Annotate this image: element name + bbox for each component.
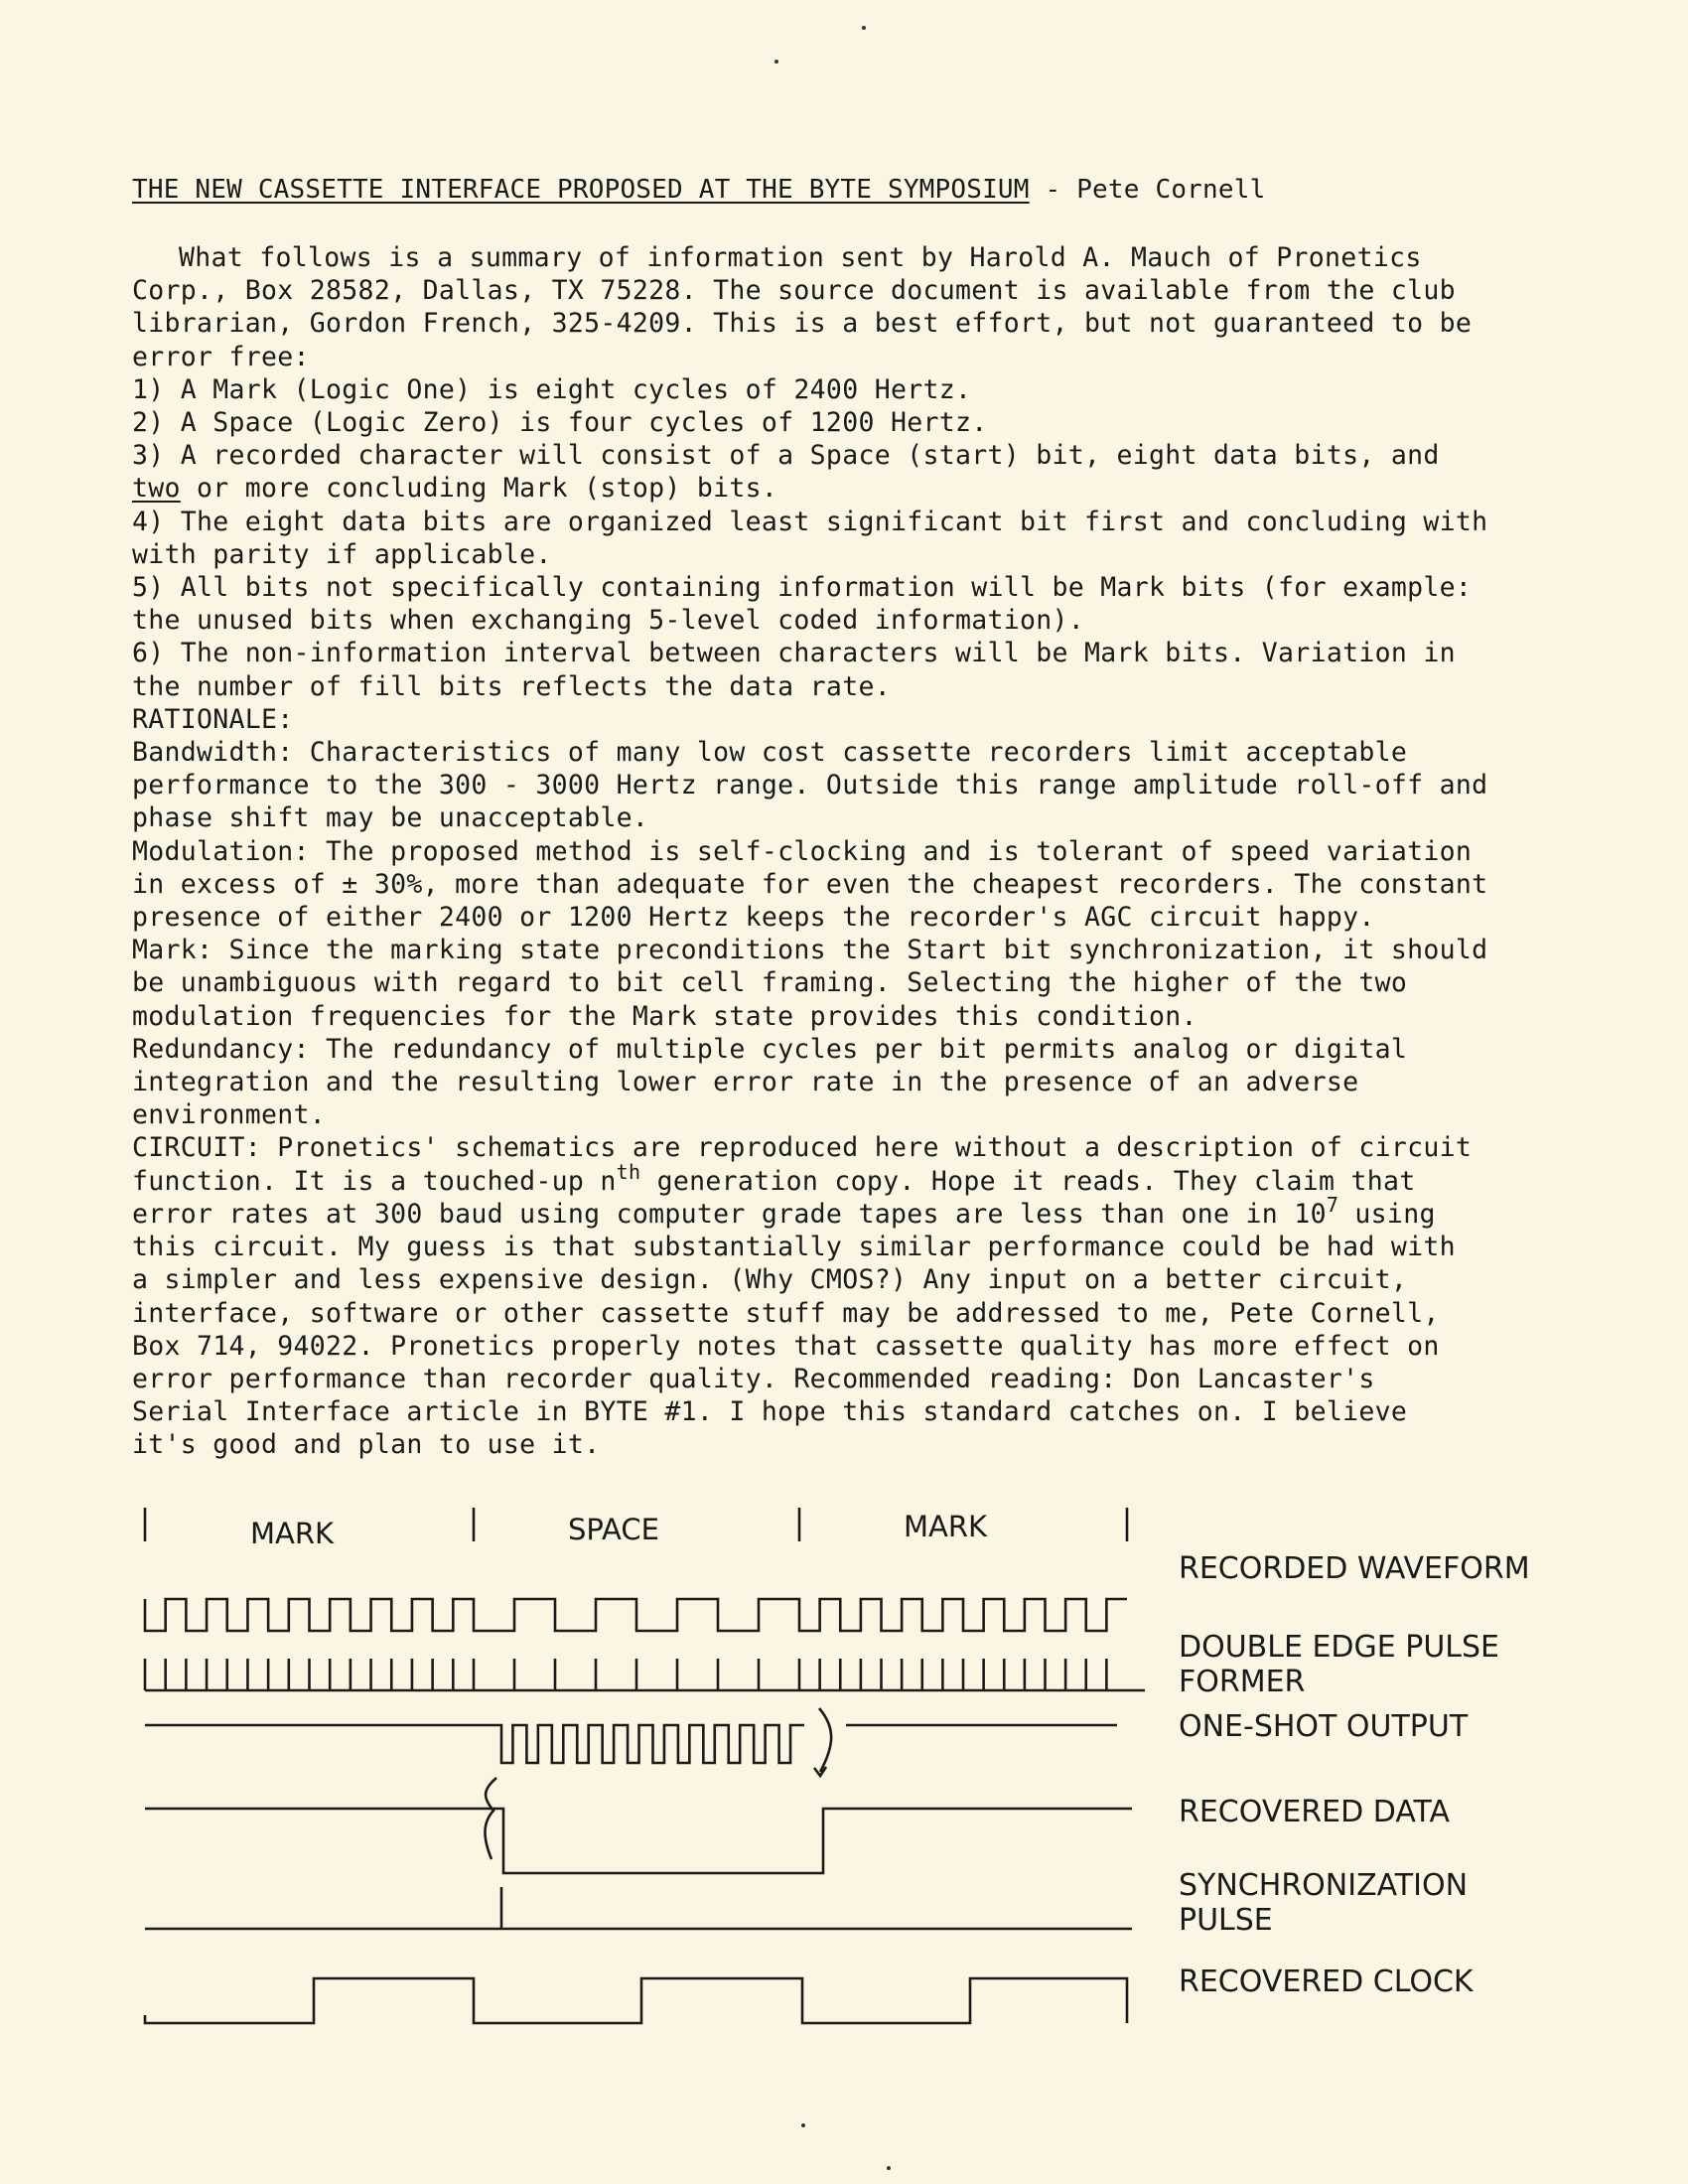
recorded-waveform: [145, 1599, 1127, 1631]
label-former: FORMER: [1179, 1665, 1306, 1699]
label-recovered-clock: RECOVERED CLOCK: [1179, 1965, 1474, 1999]
text-line: phase shift may be unacceptable.: [132, 802, 649, 834]
text-run: function. It is a touched-up n: [132, 1165, 617, 1197]
title-author: - Pete Cornell: [1029, 175, 1266, 205]
label-one-shot-output: ONE-SHOT OUTPUT: [1179, 1709, 1469, 1744]
speck: [801, 2123, 805, 2127]
synchronization-pulse: [145, 1887, 1132, 1929]
annotation-arrow: [819, 1708, 831, 1772]
text-line: Serial Interface article in BYTE #1. I hope this standard catches on. I believe: [132, 1396, 1408, 1428]
text-line: interface, software or other cassette stuff may be addressed to me, Pete Cornell,: [132, 1297, 1440, 1329]
speck: [887, 2166, 891, 2170]
text-line: Redundancy: The redundancy of multiple cycles per bit permits analog or digital: [132, 1033, 1408, 1065]
text-line: Box 714, 94022. Pronetics properly notes that cassette quality has more effect on: [132, 1330, 1440, 1362]
label-synchronization: SYNCHRONIZATION: [1179, 1868, 1469, 1903]
text-line: a simpler and less expensive design. (Why CMOS?) Any input on a better circuit,: [132, 1264, 1408, 1296]
section-heading: RATIONALE:: [132, 703, 294, 735]
label-pulse: PULSE: [1179, 1903, 1273, 1938]
text-line: 4) The eight data bits are organized least significant bit first and concluding with: [132, 506, 1488, 537]
text-line: the number of fill bits reflects the data rate.: [132, 670, 891, 702]
text-line: 6) The non-information interval between characters will be Mark bits. Variation in: [132, 638, 1456, 669]
document-body: [132, 241, 1562, 1462]
annotation-brace: [485, 1778, 496, 1859]
underlined-word: two: [132, 473, 181, 505]
text-line: presence of either 2400 or 1200 Hertz keeps the recorder's AGC circuit happy.: [132, 902, 1375, 934]
text-line: in excess of ± 30%, more than adequate for even the cheapest recorders. The constant: [132, 868, 1488, 900]
superscript: 7: [1326, 1192, 1339, 1217]
text-line: Bandwidth: Characteristics of many low cost cassette recorders limit acceptable: [132, 737, 1408, 769]
recovered-data: [145, 1809, 1132, 1873]
text-run: or more concluding Mark (stop) bits.: [197, 473, 778, 505]
text-line: it's good and plan to use it.: [132, 1429, 601, 1461]
text-line: 1) A Mark (Logic One) is eight cycles of 2400 Hertz.: [132, 373, 972, 405]
text-line: 2) A Space (Logic Zero) is four cycles of 1200 Hertz.: [132, 407, 988, 439]
double-edge-pulse-train: [145, 1659, 1145, 1690]
text-line: [132, 1192, 1562, 1231]
text-line: [132, 1159, 1562, 1198]
title-text: THE NEW CASSETTE INTERFACE PROPOSED AT THE BYTE SYMPOSIUM: [132, 175, 1030, 205]
text-line: the unused bits when exchanging 5-level coded information).: [132, 605, 1085, 637]
text-line: [132, 472, 1562, 505]
text-run: generation copy. Hope it reads. They claim that: [640, 1165, 1416, 1197]
superscript: th: [616, 1159, 641, 1184]
label-recovered-data: RECOVERED DATA: [1179, 1795, 1451, 1829]
recovered-clock: [145, 1978, 1127, 2023]
text-line: integration and the resulting lower error rate in the presence of an adverse: [132, 1067, 1359, 1098]
text-line: environment.: [132, 1099, 327, 1131]
text-run: using: [1338, 1198, 1436, 1230]
text-run: error rates at 300 baud using computer grade tapes are less than one in 10: [132, 1198, 1327, 1230]
text-line: be unambiguous with regard to bit cell framing. Selecting the higher of the two: [132, 967, 1408, 999]
text-line: error free:: [132, 341, 310, 372]
text-line: this circuit. My guess is that substantially similar performance could be had with: [132, 1232, 1456, 1263]
text-line: Modulation: The proposed method is self-clocking and is tolerant of speed variation: [132, 835, 1473, 867]
text-line: modulation frequencies for the Mark state provides this condition.: [132, 1000, 1197, 1032]
text-line: performance to the 300 - 3000 Hertz range. Outside this range amplitude roll-off and: [132, 770, 1488, 801]
one-shot-output: [145, 1725, 1117, 1763]
section-label-mark: MARK: [250, 1517, 335, 1550]
text-line: 5) All bits not specifically containing information will be Mark bits (for example:: [132, 572, 1473, 604]
label-recorded-waveform: RECORDED WAVEFORM: [1179, 1551, 1530, 1586]
text-line: CIRCUIT: Pronetics' schematics are reproduced here without a description of circuit: [132, 1132, 1473, 1164]
text-line: What follows is a summary of information sent by Harold A. Mauch of Pronetics: [179, 242, 1422, 273]
text-line: Mark: Since the marking state preconditions the Start bit synchronization, it should: [132, 935, 1488, 966]
text-line: error performance than recorder quality. Recommended reading: Don Lancaster's: [132, 1363, 1375, 1394]
text-line: 3) A recorded character will consist of a Space (start) bit, eight data bits, and: [132, 440, 1440, 472]
label-double-edge-pulse: DOUBLE EDGE PULSE: [1179, 1630, 1500, 1665]
text-line: Corp., Box 28582, Dallas, TX 75228. The source document is available from the club: [132, 275, 1456, 307]
section-label-mark: MARK: [904, 1510, 988, 1543]
section-label-space: SPACE: [568, 1513, 659, 1546]
timing-diagram: [0, 1480, 1688, 2036]
document-title: [132, 175, 1265, 205]
text-line: librarian, Gordon French, 325-4209. This is a best effort, but not guaranteed to be: [132, 308, 1473, 340]
text-line: with parity if applicable.: [132, 538, 552, 570]
speck: [862, 26, 866, 30]
speck: [774, 60, 778, 64]
